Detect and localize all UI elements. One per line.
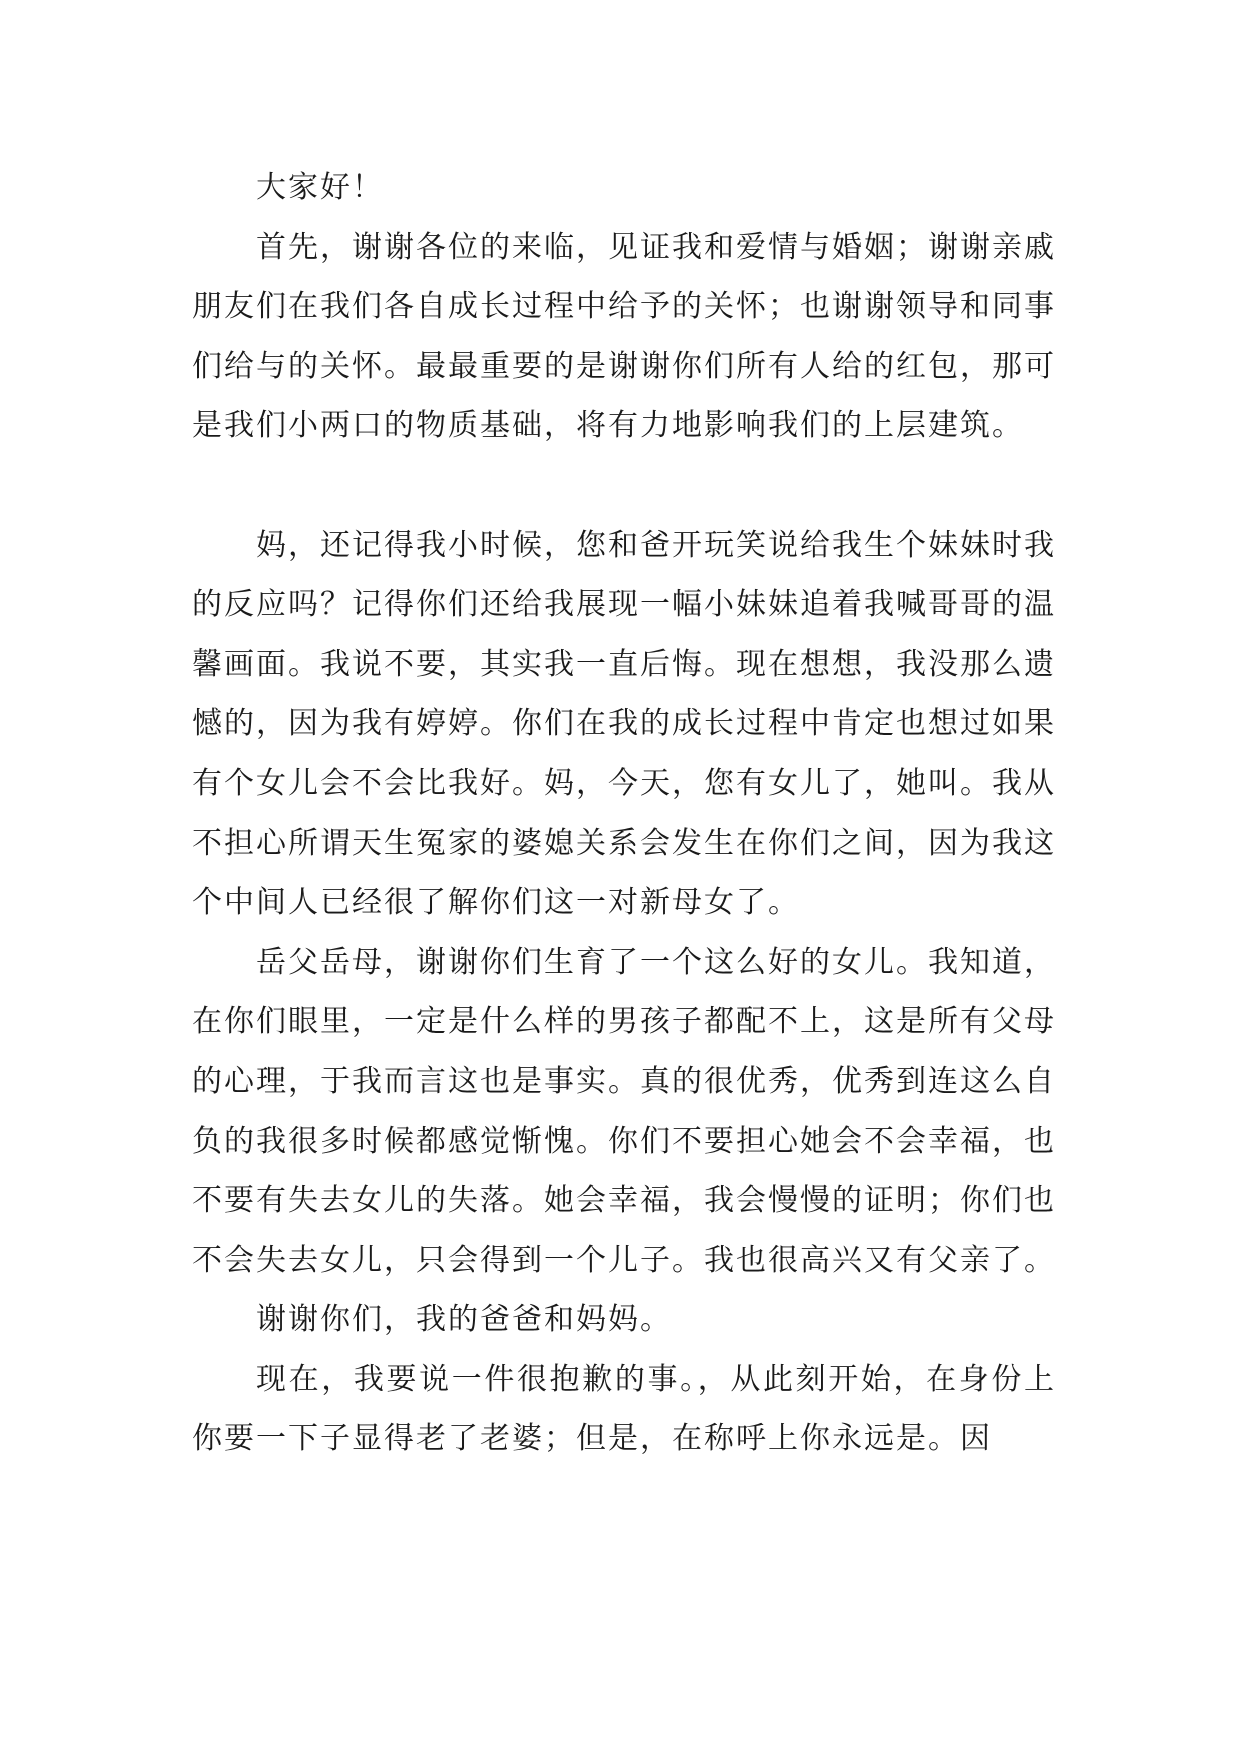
paragraph-spacer bbox=[192, 456, 1056, 516]
paragraph-greeting: 大家好！ bbox=[256, 170, 384, 205]
paragraph-thanks: 首先，谢谢各位的来临，见证我和爱情与婚姻；谢谢亲戚朋友们在我们各自成长过程中给予的关怀；也谢谢领导和同事们给与的关怀。最最重要的是谢谢你们所有人给的红包，那可是我们小两口的物质基础，将有力地影响我们的上层建筑。 bbox=[192, 229, 1056, 444]
paragraph-apology: 现在，我要说一件很抱歉的事。，从此刻开始，在身份上你要一下子显得老了老婆；但是，在称呼上你永远是。因 bbox=[192, 1361, 1056, 1457]
paragraph-to-mother: 妈，还记得我小时候，您和爸开玩笑说给我生个妹妹时我的反应吗？记得你们还给我展现一幅小妹妹追着我喊哥哥的温馨画面。我说不要，其实我一直后悔。现在想想，我没那么遗憾的，因为我有婷婷。你们在我的成长过程中肯定也想过如果有个女儿会不会比我好。妈，今天，您有女儿了，她叫。我从不担心所谓天生冤家的婆媳关系会发生在你们之间，因为我这个中间人已经很了解你们这一对新母女了。 bbox=[192, 527, 1056, 921]
paragraph-thank-parents: 谢谢你们，我的爸爸和妈妈。 bbox=[256, 1302, 672, 1338]
document-body bbox=[192, 158, 1056, 1469]
paragraph-to-in-laws: 岳父岳母，谢谢你们生育了一个这么好的女儿。我知道，在你们眼里，一定是什么样的男孩子都配不上，这是所有父母的心理，于我而言这也是事实。真的很优秀，优秀到连这么自负的我很多时候都感觉惭愧。你们不要担心她会不会幸福，也不要有失去女儿的失落。她会幸福，我会慢慢的证明；你们也不会失去女儿，只会得到一个儿子。我也很高兴又有父亲了。 bbox=[192, 944, 1056, 1278]
